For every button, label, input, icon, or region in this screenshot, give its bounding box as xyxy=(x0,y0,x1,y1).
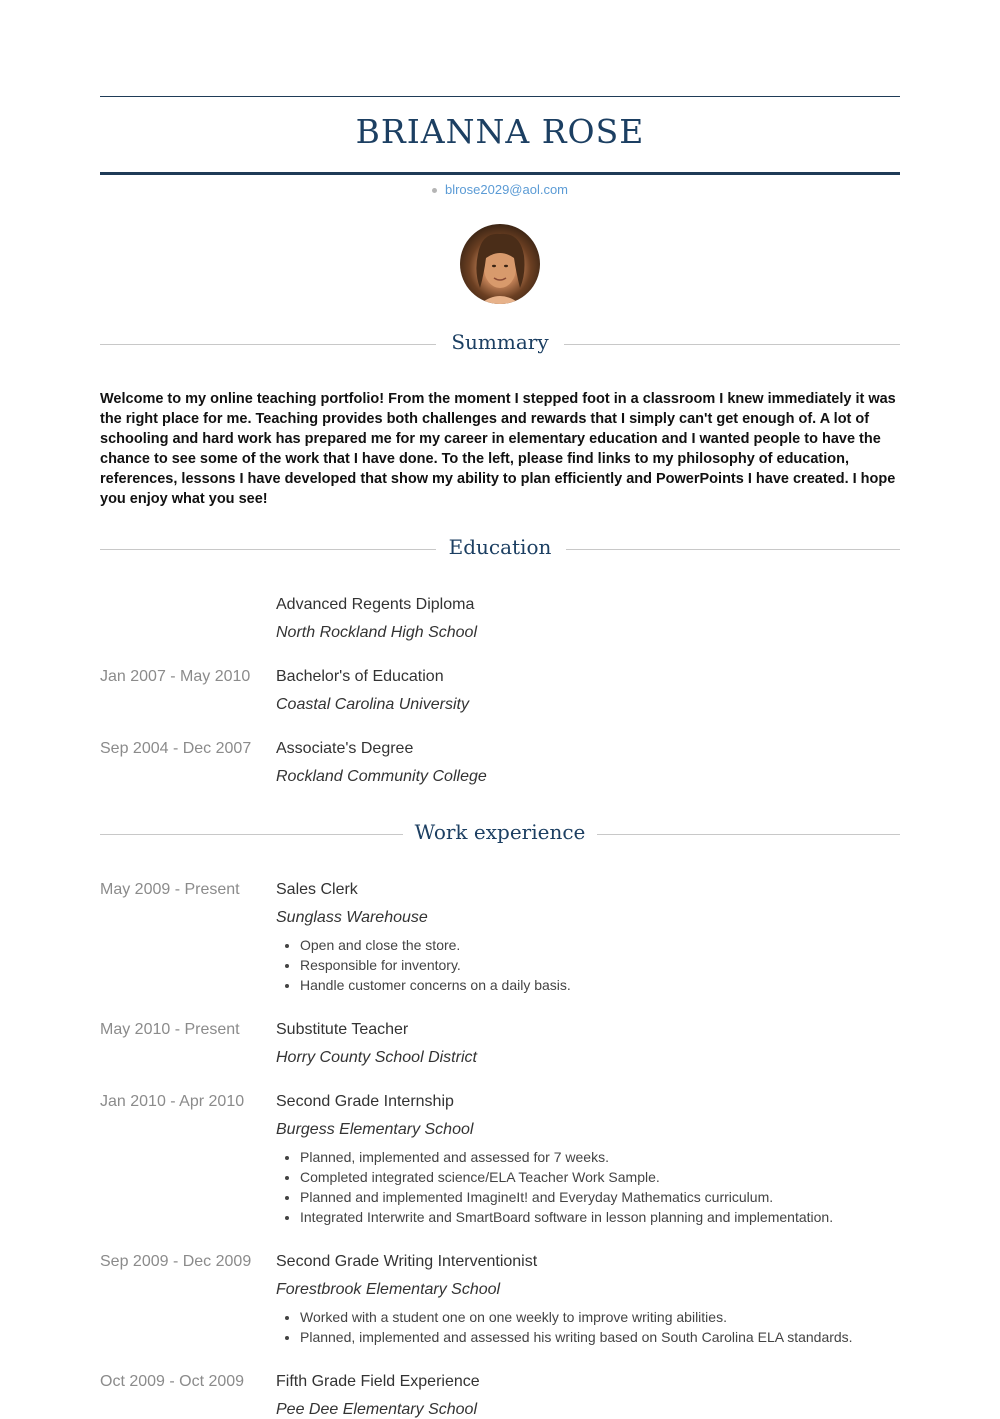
contact-line xyxy=(100,182,900,197)
email-link[interactable]: blrose2029@aol.com xyxy=(444,182,569,197)
summary-text: Welcome to my online teaching portfolio! From the moment I stepped foot in a classroom I knew immediately it was the right place for me. Teaching provides both challenges and rewards that I simply can't get enough of. A lot of schooling and hard work has prepared me for my career in elementary education and I wanted people to have the chance to see some of the work that I have done. To the left, please find links to my philosophy of education, references, lessons I have developed that show my ability to plan efficiently and PowerPoints I have created. I hope you enjoy what you see! xyxy=(100,391,896,507)
work-employer: Forestbrook Elementary School xyxy=(276,1281,501,1298)
avatar-photo-icon xyxy=(460,224,540,304)
education-school: Rockland Community College xyxy=(276,768,487,785)
education-degree: Associate's Degree xyxy=(276,740,414,757)
work-duties xyxy=(276,935,900,995)
work-title: Work experience xyxy=(414,820,586,844)
section-divider xyxy=(597,834,900,835)
avatar xyxy=(460,224,540,304)
education-date: Jan 2007 - May 2010 xyxy=(100,668,251,685)
duty-item: • Worked with a student one on one weekly to improve writing abilities. xyxy=(300,1307,900,1327)
work-duties xyxy=(276,1147,900,1227)
summary-title: Summary xyxy=(451,330,549,354)
work-role: Fifth Grade Field Experience xyxy=(276,1373,480,1390)
education-title: Education xyxy=(448,535,552,559)
education-date: Sep 2004 - Dec 2007 xyxy=(100,740,252,757)
work-role: Sales Clerk xyxy=(276,881,358,898)
education-school: Coastal Carolina University xyxy=(276,696,469,713)
duty-item: • Handle customer concerns on a daily basis. xyxy=(300,975,900,995)
education-section-header xyxy=(100,535,900,565)
work-employer: Sunglass Warehouse xyxy=(276,909,428,926)
work-role: Second Grade Internship xyxy=(276,1093,454,1110)
header-top-rule xyxy=(100,96,900,97)
education-school: North Rockland High School xyxy=(276,624,477,641)
work-employer: Horry County School District xyxy=(276,1049,477,1066)
duty-item: • Integrated Interwrite and SmartBoard software in lesson planning and implementation. xyxy=(300,1207,900,1227)
duty-item: • Planned, implemented and assessed his writing based on South Carolina ELA standards. xyxy=(300,1327,900,1347)
duty-item: • Planned and implemented ImagineIt! and Everyday Mathematics curriculum. xyxy=(300,1187,900,1207)
work-section-header xyxy=(100,820,900,850)
work-duties xyxy=(276,1307,900,1347)
work-role: Second Grade Writing Interventionist xyxy=(276,1253,538,1270)
summary-section-header xyxy=(100,330,900,360)
candidate-name: BRIANNA ROSE xyxy=(355,112,645,151)
section-divider xyxy=(566,549,900,550)
duty-item: • Completed integrated science/ELA Teacher Work Sample. xyxy=(300,1167,900,1187)
work-employer: Pee Dee Elementary School xyxy=(276,1401,477,1418)
work-date: May 2010 - Present xyxy=(100,1021,240,1038)
bullet-dot-icon xyxy=(432,188,437,193)
work-date: Jan 2010 - Apr 2010 xyxy=(100,1093,245,1110)
duty-item: • Planned, implemented and assessed for 7 weeks. xyxy=(300,1147,900,1167)
education-degree: Bachelor's of Education xyxy=(276,668,444,685)
education-degree: Advanced Regents Diploma xyxy=(276,596,475,613)
duty-item: • Responsible for inventory. xyxy=(300,955,900,975)
work-date: May 2009 - Present xyxy=(100,881,240,898)
header-bottom-rule xyxy=(100,172,900,175)
work-employer: Burgess Elementary School xyxy=(276,1121,474,1138)
work-role: Substitute Teacher xyxy=(276,1021,409,1038)
duty-item: • Open and close the store. xyxy=(300,935,900,955)
work-date: Sep 2009 - Dec 2009 xyxy=(100,1253,252,1270)
work-date: Oct 2009 - Oct 2009 xyxy=(100,1373,245,1390)
section-divider xyxy=(564,344,900,345)
